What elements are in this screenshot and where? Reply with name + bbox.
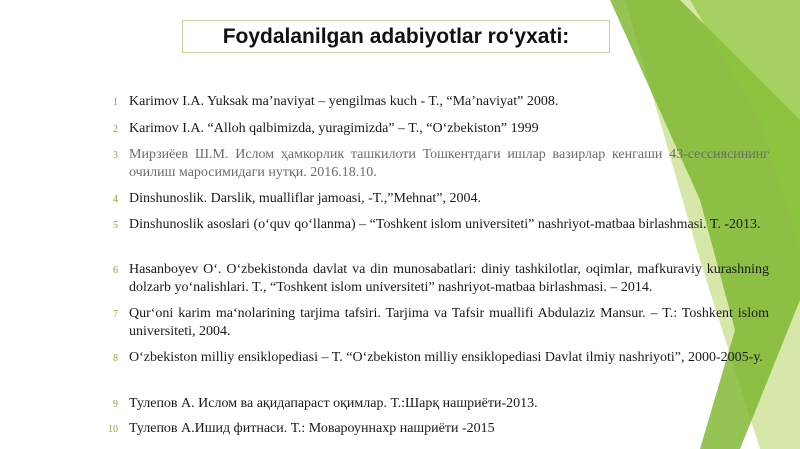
item-text: Hasanboyev O‘. O‘zbekistonda davlat va din munosabatlari: diniy tashkilotlar, oqimlar, mafkuraviy kurashning dolzarb yo‘nalishlari. T., “Toshkent islom universiteti” nashriyot-matbaa birlashmasi. – 2014.	[129, 262, 769, 295]
item-text: Тулепов А. Ислом ва ақидапараст оқимлар. Т.:Шарқ нашриёти-2013.	[129, 396, 538, 411]
item-text: Dinshunoslik. Darslik, mualliflar jamoasi, -T.,”Mehnat”, 2004.	[129, 191, 482, 206]
item-number: 7	[113, 309, 118, 320]
page-title: Foydalanilgan adabiyotlar ro‘yxati:	[222, 24, 570, 48]
item-number: 6	[113, 265, 118, 276]
item-text: O‘zbekiston milliy ensiklopediasi – T. “O‘zbekiston milliy ensiklopediasi Davlat ilmiy nashriyoti”, 2000-2005-y.	[129, 350, 763, 365]
item-number: 3	[113, 150, 118, 161]
item-number: 9	[113, 399, 118, 410]
item-number: 1	[113, 97, 118, 108]
item-number: 4	[113, 194, 118, 205]
item-text: Мирзиёев Ш.М. Ислом ҳамкорлик ташкилоти Тошкентдаги ишлар вазирлар кенгаши 43-сессиясининг очилиш маросимидаги нутқи. 2016.18.10.	[129, 147, 769, 180]
item-number: 8	[113, 353, 118, 364]
item-number: 2	[113, 124, 118, 135]
item-number: 5	[113, 220, 118, 231]
item-text: Dinshunoslik asoslari (o‘quv qo‘llanma) – “Toshkent islom universiteti” nashriyot-matbaa birlashmasi. T. -2013.	[129, 217, 761, 232]
item-text: Qur‘oni karim ma‘nolarining tarjima tafsiri. Tarjima va Tafsir muallifi Abdulaziz Mansur. – T.: Toshkent islom universiteti, 2004.	[129, 306, 769, 339]
item-text: Karimov I.A. Yuksak ma’naviyat – yengilmas kuch - T., “Ma’naviyat” 2008.	[129, 94, 559, 109]
item-text: Karimov I.A. “Alloh qalbimizda, yuragimizda” – T., “O‘zbekiston” 1999	[129, 121, 539, 136]
item-number: 10	[108, 424, 118, 435]
item-text: Тулепов А.Ишид фитнаси. Т.: Мовароуннахр нашриёти -2015	[129, 421, 495, 436]
